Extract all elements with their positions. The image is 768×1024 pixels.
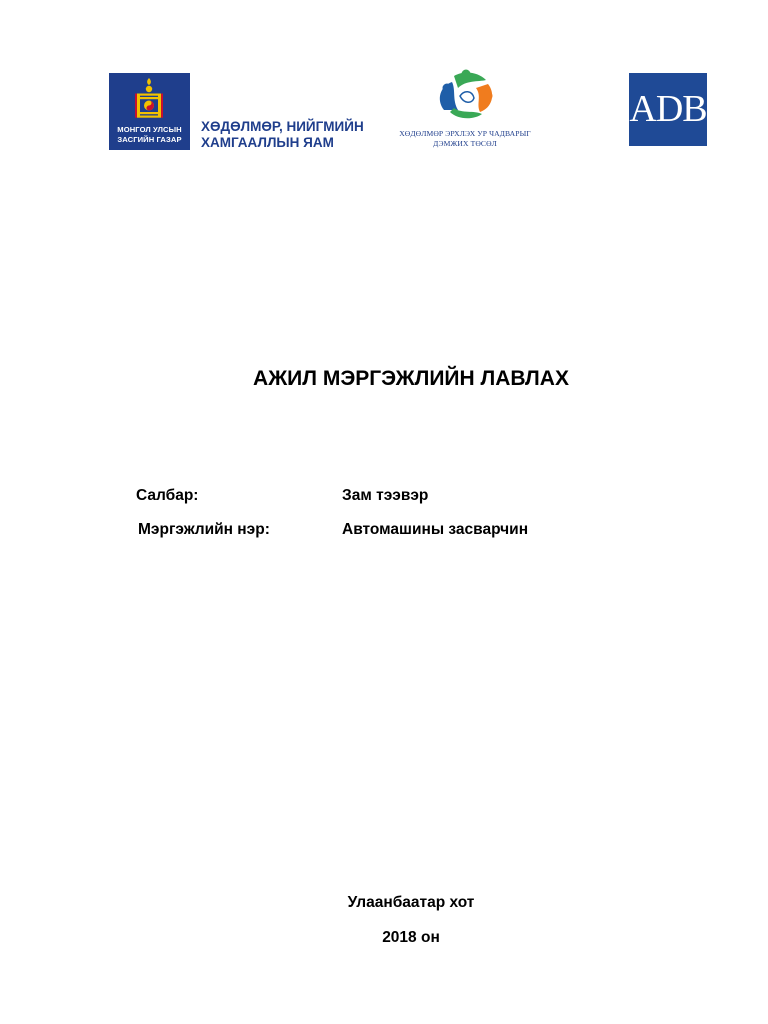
field-label-profession: Мэргэжлийн нэр: — [138, 521, 270, 538]
ministry-name-line2: ХАМГААЛЛЫН ЯАМ — [201, 135, 334, 150]
footer-city: Улаанбаатар хот — [347, 894, 475, 911]
people-circle-icon — [430, 66, 502, 124]
project-name-line1: ХӨДӨЛМӨР ЭРХЛЭХ УР ЧАДВАРЫГ — [399, 129, 531, 138]
field-value-profession: Автомашины засварчин — [342, 521, 529, 538]
footer-year: 2018 он — [382, 929, 440, 946]
government-logo-line2: ЗАСГИЙН ГАЗАР — [117, 135, 182, 144]
government-logo — [109, 73, 190, 150]
field-label-sector: Салбар: — [136, 487, 199, 504]
soyombo-emblem-icon — [135, 77, 163, 121]
adb-logo: ADB — [629, 73, 707, 146]
ministry-name-line1: ХӨДӨЛМӨР, НИЙГМИЙН — [201, 119, 364, 134]
government-logo-line1: МОНГОЛ УЛСЫН — [117, 125, 182, 134]
field-value-sector: Зам тээвэр — [342, 487, 429, 504]
project-name-line2: ДЭМЖИХ ТӨСӨЛ — [433, 139, 497, 148]
document-title: АЖИЛ МЭРГЭЖЛИЙН ЛАВЛАХ — [253, 367, 569, 390]
ministry-name — [201, 119, 364, 151]
